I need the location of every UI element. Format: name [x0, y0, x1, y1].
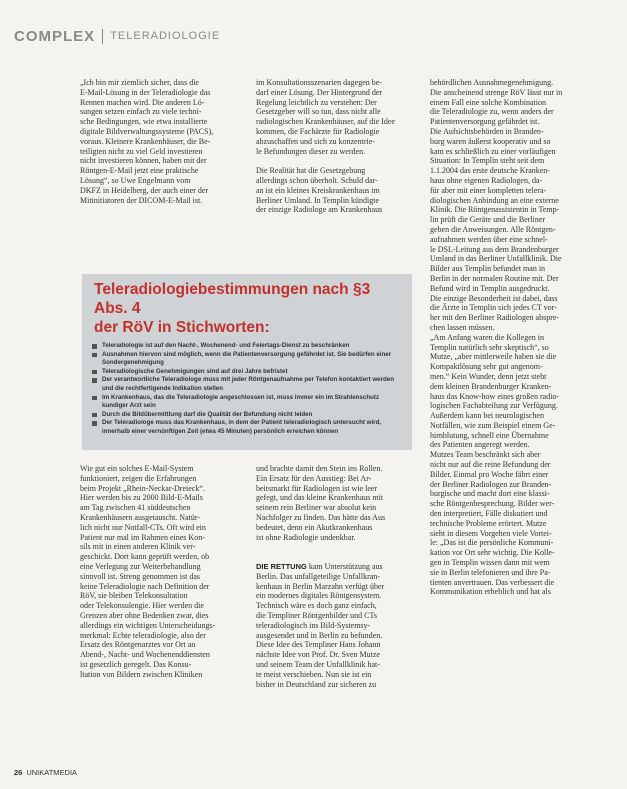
text-line: Kommunikation erheblich und hat als: [430, 587, 551, 597]
text-line: die Ärzte in Templin sich jedes CT vor-: [430, 303, 557, 313]
info-box-item: Im Krankenhaus, das die Teleradiologie angeschlossen ist, muss immer ein im Strahlenschutz kundiger Arzt sein: [90, 394, 404, 411]
text-line: Die einzige Besonderheit ist dabei, dass: [430, 293, 558, 303]
run-in-heading: DIE RETTUNG: [256, 561, 307, 571]
text-line: radiologischen Krankenhäuser, auf die Idee: [256, 117, 395, 127]
text-line: und seinem Team der Unfallklinik hat-: [256, 659, 380, 669]
text-line: [256, 562, 416, 572]
text-line: den interpretiert, Fälle diskutiert und: [430, 509, 548, 519]
text-line: Diese Idee des Templiner Hans Johann: [256, 640, 381, 650]
text-line: Befund wird in Templin ausgedruckt.: [430, 283, 550, 293]
info-box-list: [90, 342, 404, 437]
text-line: sinnvoll ist. Streng genommen ist das: [80, 571, 200, 581]
text-line: Grenzen aber ohne Bedenken zwar, dies: [80, 610, 209, 620]
text-line: Technisch wäre es doch ganz einfach,: [256, 601, 377, 611]
text-line: Mutze, „aber mittlerweile haben sie die: [430, 352, 557, 362]
text-line: und brachte damit den Stein ins Rollen.: [256, 464, 383, 473]
text-line: le Befundungen dieser zu werden.: [256, 146, 366, 156]
text-line: an ist ein kleines Kreiskrankenhaus im: [256, 185, 380, 195]
text-line: kation vor Ort sehr wichtig. Die Kolle-: [430, 548, 555, 558]
text-line: technische Probleme erörtert. Mutze: [430, 518, 547, 528]
text-line: chen lassen müssen.: [430, 322, 495, 332]
text-line: aufnahmen werden über eine schnel-: [430, 234, 548, 244]
text-line: Mutzes Team beschränkt sich aber: [430, 450, 541, 460]
text-line: teleradiologisch ins Bild-Systemsy-: [256, 620, 371, 630]
text-line: am Tag zwischen 41 süddeutschen: [80, 503, 191, 513]
page-number: 26: [14, 768, 23, 777]
text-line: her mit den Berliner Radiologen abspre-: [430, 313, 560, 323]
text-line: funktioniert, zeigen die Erfahrungen: [80, 473, 197, 483]
text-line: [256, 156, 416, 166]
text-line: DKFZ in Heidelberg, der auch einer der: [80, 185, 209, 195]
text-line: le DSL-Leitung aus dem Brandenburger: [430, 244, 559, 254]
text-line: Bilder. Einmal pro Woche fährt einer: [430, 469, 549, 479]
text-line: sie in Berlin telefonieren und ihre Pa-: [430, 567, 551, 577]
text-line: Außerdem kann bei neurologischen: [430, 411, 544, 421]
text-line: nicht investieren können, haben mit der: [80, 156, 207, 166]
text-line: tienten anvertrauen. Das verbessert die: [430, 577, 555, 587]
text-line: behördlichen Ausnahmegenehmigung.: [430, 78, 554, 87]
article-column-1-bottom: [80, 464, 240, 778]
text-line: sche Röntgenbesprechung. Bilder wer-: [430, 499, 555, 509]
text-line: le: „Das ist die persönliche Kommuni-: [430, 538, 554, 548]
text-line: hirnblutung, schnell eine Übernahme: [430, 430, 549, 440]
info-box: [82, 274, 412, 450]
info-box-item: Durch die Bildübermittlung darf die Qualität der Befundung nicht leiden: [90, 411, 404, 420]
text-line: einem Fall eine solche Kombination: [430, 97, 546, 107]
text-line: digitale Bildverwaltungssysteme (PACS),: [80, 126, 214, 136]
text-line: Mitinitiatoren der DICOM-E-Mail ist.: [80, 195, 203, 205]
text-line: beim Projekt „Rhein-Neckar-Dreieck“.: [80, 483, 205, 493]
text-line: Hier werden bis zu 2000 Bild-E-Mails: [80, 493, 203, 503]
text-line: Templin natürlich sehr skeptisch“, so: [430, 342, 549, 352]
text-line: die Templiner Röntgenbilder und CTs: [256, 610, 377, 620]
text-line: Kompaktlösung sehr gut angenom-: [430, 362, 543, 372]
text-line: kommen, die Fachärzte für Radiologie: [256, 126, 380, 136]
text-line: RöV, sie bleiben Telekonsultation: [80, 591, 188, 601]
text-line: dem kleinen Brandenburger Kranken-: [430, 381, 552, 391]
text-line: nicht nur auf die reine Befundung der: [430, 460, 551, 470]
text-line: gen in Templin wissen dann mit wem: [430, 558, 550, 568]
text-line: sieht in diesem Vorgehen viele Vortei-: [430, 528, 552, 538]
text-line: beitsmarkt für Radiologen ist wie leer: [256, 483, 378, 493]
section-title: TELERADIOLOGIE: [110, 30, 221, 42]
text-line: burgische und macht dort eine klassi-: [430, 489, 550, 499]
text-line: voraus. Kleinere Krankenhäuser, die Be-: [80, 136, 211, 146]
text-line: Berlin. Das unfallgeteilige Unfallkran-: [256, 571, 380, 581]
text-line: haus ohne eigenen Radiologen, da-: [430, 175, 543, 185]
header-divider: [102, 29, 103, 44]
text-line: 1.1.2004 das erste deutsche Kranken-: [430, 166, 550, 176]
article-column-2-bottom: [256, 464, 416, 778]
page-footer: [14, 768, 77, 777]
text-line: men.“ Kein Wunder, denn jetzt steht: [430, 371, 547, 381]
text-line: ist ohne Radiologie undenkbar.: [256, 532, 356, 542]
text-line: lich nicht nur Notfall-CTs. Oft wird ein: [80, 522, 206, 532]
magazine-brand: COMPLEX: [14, 27, 96, 45]
text-line: Rennen machen wird. Die anderen Lö-: [80, 97, 205, 107]
text-line: [256, 552, 416, 562]
text-line: eine Verlegung zur Weiterbehandlung: [80, 561, 201, 571]
text-line: kenhaus in Berlin Marzahn verfügt über: [256, 581, 385, 591]
text-line: Lösung“, so Uwe Engelmann vom: [80, 175, 191, 185]
text-line: keine Teleradiologie nach Definition der: [80, 581, 210, 591]
text-line: für aber mit einer kompletten telera-: [430, 185, 547, 195]
text-line: Die anscheinend strenge RöV lässt nur in: [430, 87, 563, 97]
text-line: merkmal: Echte teleradiologie, also der: [80, 630, 206, 640]
text-line: „Ich bin mir ziemlich sicher, dass die: [80, 78, 199, 87]
text-line: Die Realität hat die Gesetzgebung: [256, 166, 366, 176]
text-line: abzuschaffen und sich zu konzentrie-: [256, 136, 375, 146]
info-box-item: Der verantwortliche Teleradiologe muss mit jeder Röntgenaufnahme per Telefon kontaktiert werden und die rechtfertigende Indikation stellen: [90, 376, 404, 393]
text-line: darf einer Lösung. Der Hintergrund der: [256, 87, 383, 97]
text-line: bisher in Deutschland zur sicheren zu: [256, 679, 377, 689]
info-box-item: Teleradiologische Genehmigungen sind auf drei Jahre befristet: [90, 368, 404, 377]
text-line: haus das Know-how eines großen radio-: [430, 391, 560, 401]
info-box-item: Teleradiologie ist auf den Nacht-, Wochenend- und Feiertags-Dienst zu beschränken: [90, 342, 404, 351]
magazine-name: UNIKATMEDIA: [26, 768, 78, 777]
text-line: die Teleradiologie zu, wenn anders der: [430, 107, 554, 117]
text-line: bedeutet, denn ein Akutkrankenhaus: [256, 522, 373, 532]
text-line: allerdings ein wichtigen Unterscheidungs-: [80, 620, 216, 630]
text-line: geben die Anweisungen. Alle Röntgen-: [430, 224, 556, 234]
info-box-item: Ausnahmen hiervon sind möglich, wenn die Patientenversorgung gefährdet ist. Sie bedürfen einer Sondergenehmigung: [90, 351, 404, 368]
text-line: Röntgen-E-Mail jetzt eine praktische: [80, 166, 199, 176]
run-in-text: kam Unterstützung aus: [308, 561, 383, 571]
info-box-item: Der Teleradiologe muss das Krankenhaus, in dem der Patient teleradiologisch untersucht wird, innerhalb einer vernünftigen Zeit (etwa 45 Minuten) persönlich erreichen können: [90, 419, 404, 436]
text-line: der einzige Radiologe am Krankenhaus: [256, 205, 383, 215]
text-line: Umland in das Berliner Unfallklinik. Die: [430, 254, 562, 264]
text-line: der Berliner Radiologen zur Branden-: [430, 479, 552, 489]
text-line: Gesetzgeber will so tun, dass nicht alle: [256, 107, 381, 117]
text-line: Ersatz des Röntgenarztes vor Ort an: [80, 640, 196, 650]
text-line: Abend-, Nacht- und Wochenenddiensten: [80, 650, 210, 660]
text-line: sungen setzen einfach zu viele techni-: [80, 107, 202, 117]
text-line: Patient nur mal im Rahmen eines Kon-: [80, 532, 205, 542]
text-line: Bilder aus Templin befundet man in: [430, 264, 546, 274]
text-line: sils mit in einen anderen Klinik ver-: [80, 542, 196, 552]
text-line: „Am Anfang waren die Kollegen in: [430, 332, 544, 342]
text-line: nächste Idee von Prof. Dr. Sven Mutze: [256, 650, 380, 660]
text-line: [256, 542, 416, 552]
text-line: seinem rein Berliner war absolut kein: [256, 503, 377, 513]
text-line: teiligten nicht zu viel Geld investieren: [80, 146, 203, 156]
text-line: ausgesendet und in Berlin zu befunden.: [256, 630, 383, 640]
text-line: Berliner Umland. In Templin kündigte: [256, 195, 380, 205]
text-line: Krankenhäusern ausgetauscht. Natür-: [80, 512, 201, 522]
info-box-title-line-1: Teleradiologiebestimmungen nach §3 Abs. 4: [94, 281, 371, 317]
text-line: ltation von Bildern zwischen Kliniken: [80, 669, 203, 679]
text-line: burg waren äußerst kooperativ und so: [430, 136, 551, 146]
text-line: gefegt, und das kleine Krankenhaus mit: [256, 493, 384, 503]
text-line: des Patienten angeregt werden.: [430, 440, 530, 450]
text-line: Ein Ersatz für den Ausstieg: Bei Ar-: [256, 473, 372, 483]
text-line: Regelung leichtlich zu verstehen: Der: [256, 97, 377, 107]
text-line: Klinik. Die Röntgenassistentin in Temp-: [430, 205, 560, 215]
text-line: kam es schließlich zu einer vorläufigen: [430, 146, 556, 156]
info-box-title: [90, 280, 404, 337]
page-header: [14, 26, 220, 46]
text-line: Die Aufsichtsbehörden in Branden-: [430, 126, 544, 136]
info-box-title-line-2: der RöV in Stichworten:: [94, 319, 270, 336]
text-line: te meist verschieben. Nun sie ist ein: [256, 669, 372, 679]
text-line: allerdings schon überholt. Schuld dar-: [256, 175, 378, 185]
text-line: Situation: In Templin steht seit dem: [430, 156, 545, 166]
article-column-1-top: [80, 78, 240, 268]
text-line: Berlin in der normalen Routine mit. Der: [430, 273, 559, 283]
text-line: logischen Fachabteilung zur Verfügung.: [430, 401, 558, 411]
text-line: Nachfolger zu finden. Das hätte das Aus: [256, 512, 386, 522]
text-line: diologischen Anbindung an eine externe: [430, 195, 559, 205]
text-line: lin prüft die Geräte und die Berliner: [430, 215, 546, 225]
text-line: oder Telekonsulengie. Hier werden die: [80, 601, 204, 611]
article-column-2-top: [256, 78, 416, 268]
text-line: geschickt. Dort kann geprüft werden, ob: [80, 552, 210, 562]
text-line: ein modernes digitales Röntgensystem.: [256, 591, 382, 601]
text-line: Notfällen, wie zum Beispiel einem Ge-: [430, 420, 556, 430]
text-line: E-Mail-Lösung in der Teleradiologie das: [80, 87, 211, 97]
text-line: Patientenversorgung gefährdet ist.: [430, 117, 540, 127]
text-line: im Konsultationsszenarien dagegen be-: [256, 78, 382, 87]
article-column-3: [430, 78, 592, 778]
text-line: ist gesetzlich geregelt. Das Konsu-: [80, 659, 192, 669]
text-line: Wie gut ein solches E-Mail-System: [80, 464, 194, 473]
text-line: sche Bedingungen, wie etwa installierte: [80, 117, 208, 127]
